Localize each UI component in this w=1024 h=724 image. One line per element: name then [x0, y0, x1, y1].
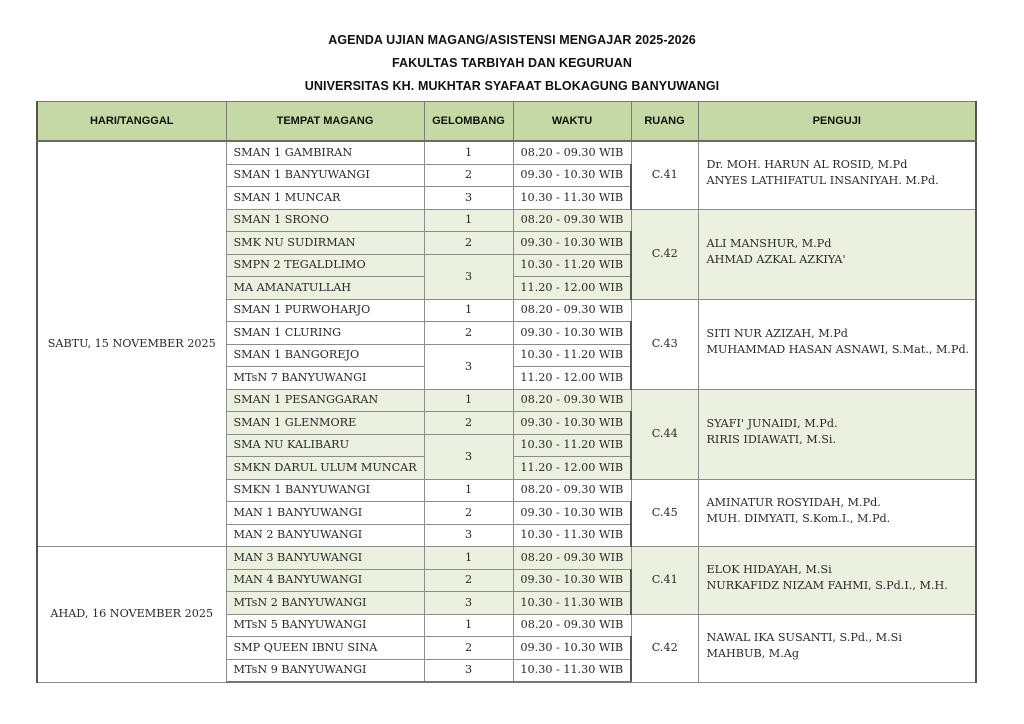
- penguji-name: SYAFI' JUNAIDI, M.Pd.: [706, 417, 838, 430]
- ruang-cell: C.43: [631, 299, 698, 389]
- tempat-magang-cell: MAN 4 BANYUWANGI: [226, 569, 424, 592]
- tempat-magang-cell: MAN 2 BANYUWANGI: [226, 524, 424, 547]
- tempat-magang-cell: SMAN 1 GAMBIRAN: [226, 141, 424, 164]
- waktu-cell: 08.20 - 09.30 WIB: [513, 547, 631, 570]
- tempat-magang-cell: SMA NU KALIBARU: [226, 434, 424, 457]
- gelombang-cell: 1: [424, 547, 513, 570]
- tempat-magang-cell: MA AMANATULLAH: [226, 277, 424, 300]
- waktu-cell: 08.20 - 09.30 WIB: [513, 141, 631, 164]
- header-waktu: WAKTU: [513, 102, 631, 142]
- gelombang-cell: 1: [424, 614, 513, 637]
- waktu-cell: 10.30 - 11.30 WIB: [513, 592, 631, 615]
- waktu-cell: 09.30 - 10.30 WIB: [513, 569, 631, 592]
- ruang-cell: C.44: [631, 389, 698, 479]
- ruang-cell: C.42: [631, 614, 698, 682]
- penguji-cell: [698, 547, 976, 615]
- waktu-cell: 10.30 - 11.30 WIB: [513, 659, 631, 682]
- table-header-row: [37, 102, 976, 142]
- penguji-name: NAWAL IKA SUSANTI, S.Pd., M.Si: [706, 631, 902, 644]
- tempat-magang-cell: SMKN DARUL ULUM MUNCAR: [226, 457, 424, 480]
- penguji-name: MAHBUB, M.Ag: [706, 647, 800, 660]
- penguji-name: Dr. MOH. HARUN AL ROSID, M.Pd: [706, 158, 908, 172]
- gelombang-cell: 2: [424, 502, 513, 525]
- ruang-cell: C.42: [631, 209, 698, 299]
- waktu-cell: 10.30 - 11.20 WIB: [513, 434, 631, 457]
- gelombang-cell: 3: [424, 344, 513, 389]
- waktu-cell: 11.20 - 12.00 WIB: [513, 367, 631, 390]
- waktu-cell: 08.20 - 09.30 WIB: [513, 389, 631, 412]
- header-penguji: PENGUJI: [698, 102, 976, 142]
- penguji-name: AHMAD AZKAL AZKIYA': [706, 253, 846, 266]
- tempat-magang-cell: SMAN 1 MUNCAR: [226, 187, 424, 210]
- gelombang-cell: 1: [424, 299, 513, 322]
- penguji-name: NURKAFIDZ NIZAM FAHMI, S.Pd.I., M.H.: [706, 579, 948, 593]
- penguji-name: ANYES LATHIFATUL INSANIYAH. M.Pd.: [706, 174, 939, 188]
- waktu-cell: 09.30 - 10.30 WIB: [513, 502, 631, 525]
- table-body: [37, 141, 976, 682]
- tempat-magang-cell: MTsN 5 BANYUWANGI: [226, 614, 424, 637]
- ruang-cell: C.41: [631, 547, 698, 615]
- day-date-cell: AHAD, 16 NOVEMBER 2025: [37, 547, 226, 683]
- penguji-cell: [698, 389, 976, 479]
- waktu-cell: 08.20 - 09.30 WIB: [513, 299, 631, 322]
- waktu-cell: 08.20 - 09.30 WIB: [513, 479, 631, 502]
- penguji-cell: [698, 141, 976, 209]
- exam-schedule-table: [36, 101, 977, 683]
- table-row: [37, 547, 976, 570]
- gelombang-cell: 1: [424, 389, 513, 412]
- gelombang-cell: 3: [424, 592, 513, 615]
- tempat-magang-cell: MTsN 7 BANYUWANGI: [226, 367, 424, 390]
- tempat-magang-cell: SMAN 1 CLURING: [226, 322, 424, 345]
- gelombang-cell: 2: [424, 232, 513, 255]
- gelombang-cell: 2: [424, 322, 513, 345]
- waktu-cell: 08.20 - 09.30 WIB: [513, 614, 631, 637]
- header-hari-tanggal: HARI/TANGGAL: [37, 102, 226, 142]
- penguji-name: ELOK HIDAYAH, M.Si: [706, 563, 832, 577]
- penguji-name: ALI MANSHUR, M.Pd: [706, 237, 832, 250]
- tempat-magang-cell: MTsN 9 BANYUWANGI: [226, 659, 424, 682]
- waktu-cell: 08.20 - 09.30 WIB: [513, 209, 631, 232]
- gelombang-cell: 1: [424, 209, 513, 232]
- penguji-name: AMINATUR ROSYIDAH, M.Pd.: [706, 495, 881, 509]
- tempat-magang-cell: SMAN 1 PURWOHARJO: [226, 299, 424, 322]
- tempat-magang-cell: SMAN 1 BANGOREJO: [226, 344, 424, 367]
- gelombang-cell: 2: [424, 412, 513, 435]
- gelombang-cell: 3: [424, 524, 513, 547]
- gelombang-cell: 3: [424, 254, 513, 299]
- penguji-cell: [698, 479, 976, 547]
- waktu-cell: 10.30 - 11.30 WIB: [513, 524, 631, 547]
- tempat-magang-cell: SMP QUEEN IBNU SINA: [226, 637, 424, 660]
- tempat-magang-cell: SMAN 1 SRONO: [226, 209, 424, 232]
- penguji-name: RIRIS IDIAWATI, M.Si.: [706, 433, 837, 446]
- gelombang-cell: 1: [424, 479, 513, 502]
- gelombang-cell: 3: [424, 187, 513, 210]
- day-date-cell: SABTU, 15 NOVEMBER 2025: [37, 141, 226, 547]
- gelombang-cell: 1: [424, 141, 513, 164]
- tempat-magang-cell: SMAN 1 GLENMORE: [226, 412, 424, 435]
- document-title: AGENDA UJIAN MAGANG/ASISTENSI MENGAJAR 2025-2026: [328, 33, 696, 47]
- waktu-cell: 09.30 - 10.30 WIB: [513, 164, 631, 187]
- gelombang-cell: 2: [424, 164, 513, 187]
- tempat-magang-cell: SMPN 2 TEGALDLIMO: [226, 254, 424, 277]
- header-tempat-magang: TEMPAT MAGANG: [226, 102, 424, 142]
- ruang-cell: C.45: [631, 479, 698, 547]
- document-title-block: [0, 29, 1024, 98]
- waktu-cell: 10.30 - 11.20 WIB: [513, 254, 631, 277]
- penguji-name: SITI NUR AZIZAH, M.Pd: [706, 327, 848, 340]
- waktu-cell: 10.30 - 11.30 WIB: [513, 187, 631, 210]
- ruang-cell: C.41: [631, 141, 698, 209]
- waktu-cell: 09.30 - 10.30 WIB: [513, 232, 631, 255]
- tempat-magang-cell: SMAN 1 BANYUWANGI: [226, 164, 424, 187]
- tempat-magang-cell: MAN 1 BANYUWANGI: [226, 502, 424, 525]
- waktu-cell: 10.30 - 11.20 WIB: [513, 344, 631, 367]
- tempat-magang-cell: MAN 3 BANYUWANGI: [226, 547, 424, 570]
- waktu-cell: 09.30 - 10.30 WIB: [513, 322, 631, 345]
- waktu-cell: 11.20 - 12.00 WIB: [513, 457, 631, 480]
- penguji-cell: [698, 299, 976, 389]
- table-row: [37, 141, 976, 164]
- gelombang-cell: 2: [424, 569, 513, 592]
- waktu-cell: 09.30 - 10.30 WIB: [513, 412, 631, 435]
- tempat-magang-cell: SMKN 1 BANYUWANGI: [226, 479, 424, 502]
- university-title: UNIVERSITAS KH. MUKHTAR SYAFAAT BLOKAGUNG BANYUWANGI: [304, 79, 720, 93]
- header-ruang: RUANG: [631, 102, 698, 142]
- penguji-name: MUH. DIMYATI, S.Kom.I., M.Pd.: [706, 511, 891, 525]
- penguji-cell: [698, 614, 976, 682]
- penguji-name: MUHAMMAD HASAN ASNAWI, S.Mat., M.Pd.: [706, 343, 970, 356]
- faculty-title: FAKULTAS TARBIYAH DAN KEGURUAN: [391, 56, 633, 70]
- waktu-cell: 11.20 - 12.00 WIB: [513, 277, 631, 300]
- gelombang-cell: 2: [424, 637, 513, 660]
- gelombang-cell: 3: [424, 659, 513, 682]
- waktu-cell: 09.30 - 10.30 WIB: [513, 637, 631, 660]
- penguji-cell: [698, 209, 976, 299]
- header-gelombang: GELOMBANG: [424, 102, 513, 142]
- tempat-magang-cell: MTsN 2 BANYUWANGI: [226, 592, 424, 615]
- tempat-magang-cell: SMAN 1 PESANGGARAN: [226, 389, 424, 412]
- gelombang-cell: 3: [424, 434, 513, 479]
- tempat-magang-cell: SMK NU SUDIRMAN: [226, 232, 424, 255]
